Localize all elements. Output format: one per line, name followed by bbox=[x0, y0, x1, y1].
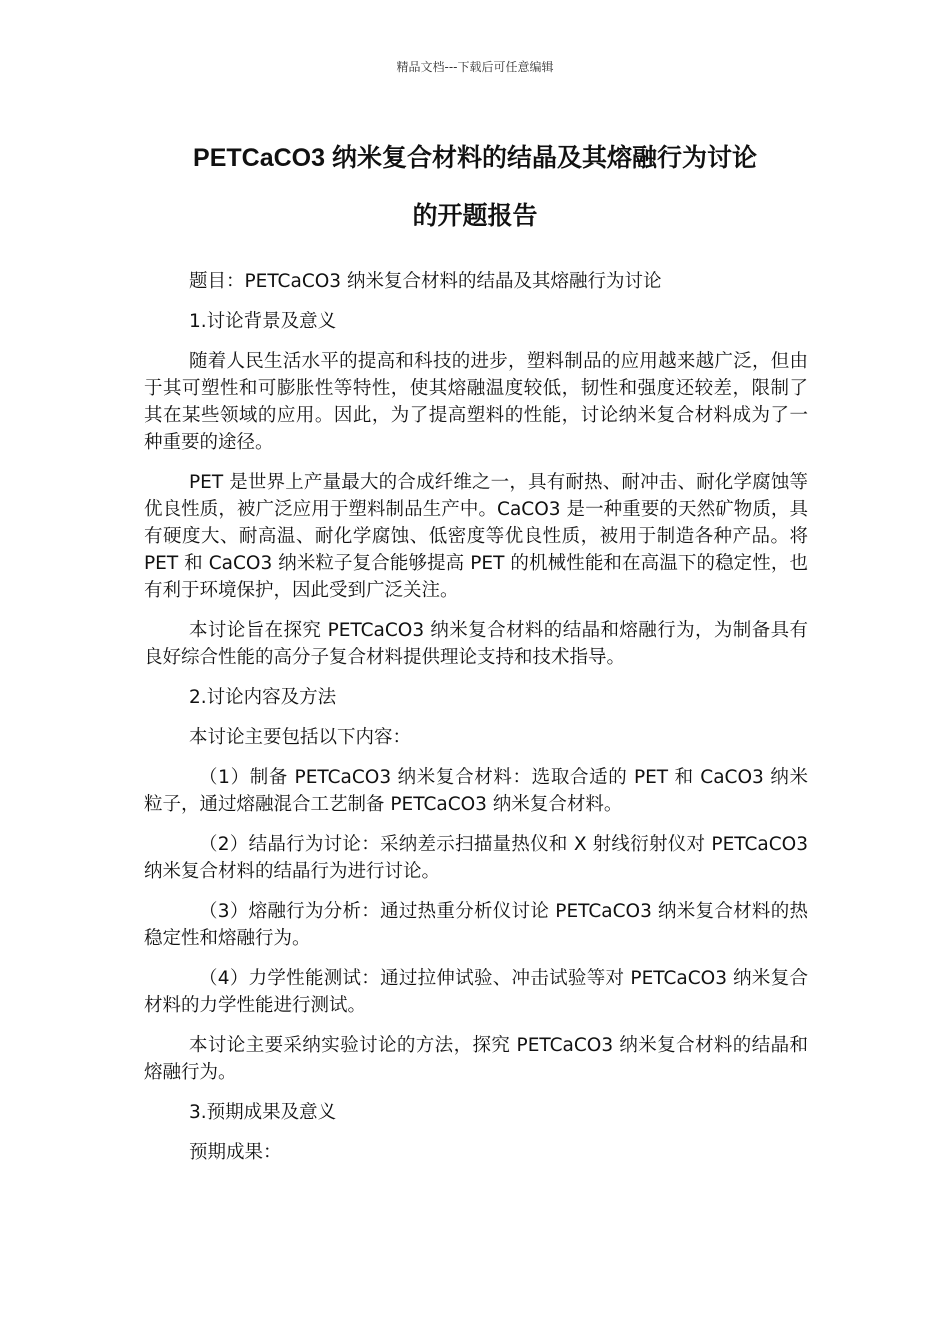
background-paragraph-2: PET 是世界上产量最大的合成纤维之一，具有耐热、耐冲击、耐化学腐蚀等优良性质，被广泛应用于塑料制品生产中。CaCO3 是一种重要的天然矿物质，具有硬度大、耐高温、耐化学腐蚀、低密度等优良性质，被用于制造各种产品。将 PET 和 CaCO3 纳米粒子复合能够提高 PET 的机械性能和在高温下的稳定性，也有利于环境保护，因此受到广泛关注。 bbox=[144, 472, 808, 601]
section-heading-background: 1.讨论背景及意义 bbox=[189, 311, 337, 332]
document-title-line-2: 的开题报告 bbox=[412, 202, 538, 230]
header-note: 精品文档---下载后可任意编辑 bbox=[396, 60, 554, 74]
methods-paragraph: 本讨论主要采纳实验讨论的方法，探究 PETCaCO3 纳米复合材料的结晶和熔融行为。 bbox=[144, 1035, 808, 1083]
document-body bbox=[144, 268, 808, 1179]
document-title-line-1: PETCaCO3 纳米复合材料的结晶及其熔融行为讨论 bbox=[193, 144, 757, 172]
background-paragraph-1: 随着人民生活水平的提高和科技的进步，塑料制品的应用越来越广泛，但由于其可塑性和可膨胀性等特性，使其熔融温度较低，韧性和强度还较差，限制了其在某些领域的应用。因此，为了提高塑料的性能，讨论纳米复合材料成为了一种重要的途径。 bbox=[144, 351, 808, 453]
section-heading-expected-results: 3.预期成果及意义 bbox=[189, 1102, 337, 1123]
content-item-4: （4）力学性能测试：通过拉伸试验、冲击试验等对 PETCaCO3 纳米复合材料的力学性能进行测试。 bbox=[144, 968, 808, 1016]
expected-results-label: 预期成果： bbox=[189, 1142, 282, 1163]
content-item-1: （1）制备 PETCaCO3 纳米复合材料：选取合适的 PET 和 CaCO3 纳米粒子，通过熔融混合工艺制备 PETCaCO3 纳米复合材料。 bbox=[144, 767, 808, 815]
content-intro: 本讨论主要包括以下内容： bbox=[189, 727, 412, 748]
content-item-3: （3）熔融行为分析：通过热重分析仪讨论 PETCaCO3 纳米复合材料的热稳定性和熔融行为。 bbox=[144, 901, 808, 949]
topic-line: 题目：PETCaCO3 纳米复合材料的结晶及其熔融行为讨论 bbox=[189, 271, 662, 292]
background-paragraph-3: 本讨论旨在探究 PETCaCO3 纳米复合材料的结晶和熔融行为，为制备具有良好综合性能的高分子复合材料提供理论支持和技术指导。 bbox=[144, 620, 808, 668]
section-heading-content-methods: 2.讨论内容及方法 bbox=[189, 687, 337, 708]
content-item-2: （2）结晶行为讨论：采纳差示扫描量热仪和 X 射线衍射仪对 PETCaCO3 纳米复合材料的结晶行为进行讨论。 bbox=[144, 834, 808, 882]
